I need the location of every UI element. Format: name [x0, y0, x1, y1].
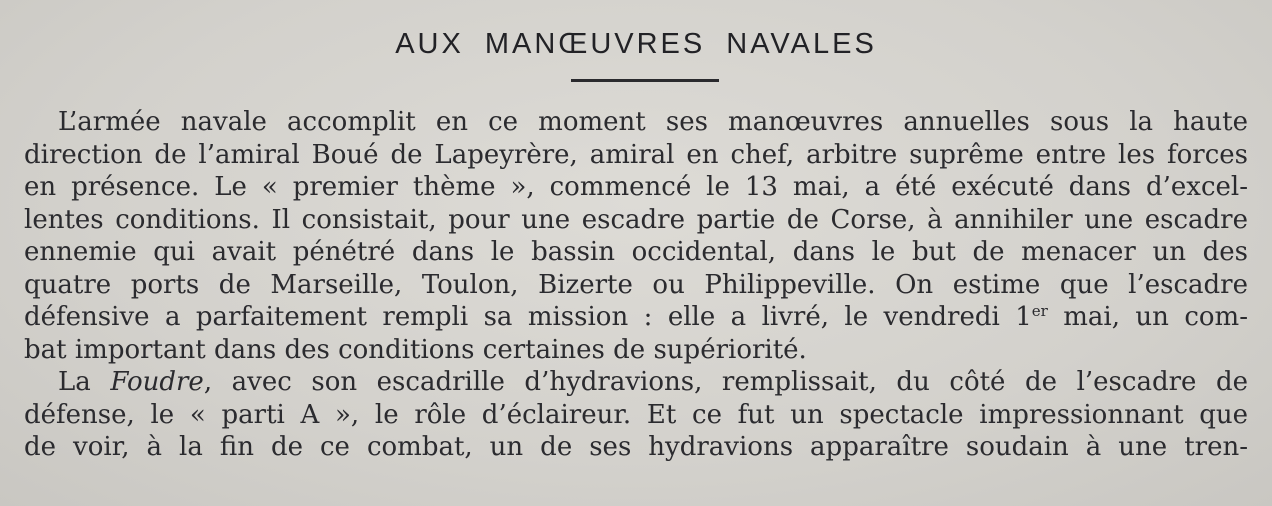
document-page	[24, 0, 1248, 506]
text-line: lentes conditions. Il consistait, pour une escadre partie de Corse, à annihiler une escadre	[24, 204, 1248, 235]
ship-name: Foudre	[110, 367, 204, 397]
title-rule	[571, 79, 719, 82]
text-line: direction de l’amiral Boué de Lapeyrère, amiral en chef, arbitre suprême entre les forces	[24, 139, 1248, 170]
article-body	[24, 106, 1248, 464]
text-segment: défensive a parfaitement rempli sa mission : elle a livré, le vendredi 1	[24, 302, 1032, 332]
superscript: er	[1031, 302, 1048, 320]
text-line: bat important dans des conditions certaines de supériorité.	[24, 334, 807, 365]
text-segment: La	[58, 367, 111, 397]
paragraph-1	[24, 106, 1248, 366]
text-line: en présence. Le « premier thème », commencé le 13 mai, a été exécuté dans d’excel-	[24, 172, 1248, 202]
text-line	[24, 301, 1248, 334]
text-line: quatre ports de Marseille, Toulon, Bizerte ou Philippeville. On estime que l’escadre	[24, 269, 1248, 300]
text-line: défense, le « parti A », le rôle d’éclaireur. Et ce fut un spectacle impressionnant que	[24, 399, 1248, 430]
text-segment: mai, un com-	[1047, 302, 1248, 332]
text-line: ennemie qui avait pénétré dans le bassin occidental, dans le but de menacer un des	[24, 237, 1248, 267]
text-segment: , avec son escadrille d’hydravions, remplissait, du côté de l’escadre de	[203, 367, 1248, 397]
text-line: de voir, à la fin de ce combat, un de ses hydravions apparaître soudain à une tren-	[24, 432, 1248, 462]
paragraph-2	[24, 366, 1248, 464]
article-title: AUX MANŒUVRES NAVALES	[395, 28, 877, 60]
text-line	[24, 366, 1248, 399]
text-line: L’armée navale accomplit en ce moment ses manœuvres annuelles sous la haute	[58, 107, 1248, 137]
